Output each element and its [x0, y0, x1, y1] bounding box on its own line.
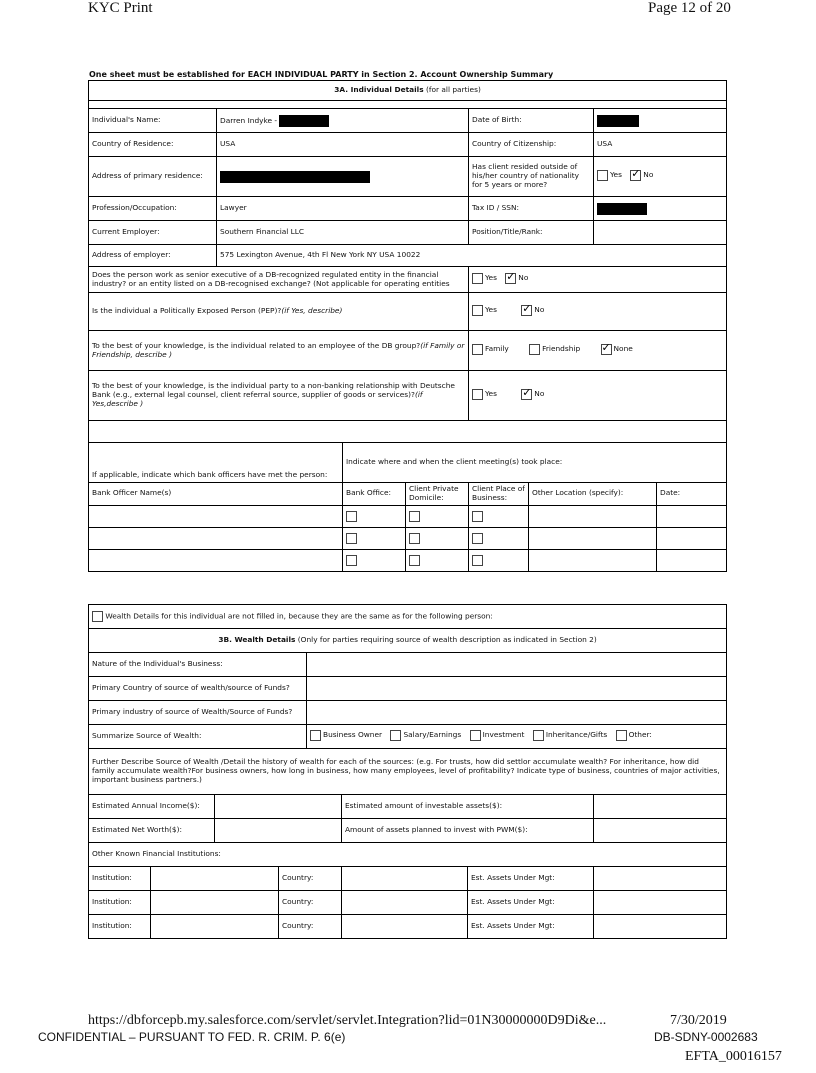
country-label: Country:: [279, 867, 342, 891]
checkbox-pep-no[interactable]: [521, 305, 532, 316]
taxid-value: [594, 197, 727, 221]
citizenship-value: USA: [594, 133, 727, 157]
income-label: Estimated Annual Income($):: [89, 795, 215, 819]
checkbox-same-as-person[interactable]: [92, 611, 103, 622]
dob-label: Date of Birth:: [469, 109, 594, 133]
footer-date: 7/30/2019: [670, 1013, 727, 1028]
checkbox-friendship[interactable]: [529, 344, 540, 355]
outside-answer: Yes ✓ No: [594, 157, 727, 197]
country-label: Country:: [279, 891, 342, 915]
same-as-row: Wealth Details for this individual are not filled in, because they are the same as for the following person:: [89, 605, 727, 629]
residence-label: Country of Residence:: [89, 133, 217, 157]
profession-value: Lawyer: [217, 197, 469, 221]
institution-label: Institution:: [89, 891, 151, 915]
checkbox-investment[interactable]: [470, 730, 481, 741]
checkbox-senior-no[interactable]: [505, 273, 516, 284]
employer-address-label: Address of employer:: [89, 245, 217, 267]
institution-label: Institution:: [89, 867, 151, 891]
institution-label: Institution:: [89, 915, 151, 939]
related-question: To the best of your knowledge, is the individual related to an employee of the DB group?(if Family or Friendship, describe ): [89, 331, 469, 371]
checkbox-private-domicile[interactable]: [409, 555, 420, 566]
checkbox-inheritance[interactable]: [533, 730, 544, 741]
position-value: [594, 221, 727, 245]
checkbox-private-domicile[interactable]: [409, 511, 420, 522]
outside-question: Has client resided outside of his/her country of nationality for 5 years or more?: [469, 157, 594, 197]
networth-value: [215, 819, 342, 843]
footer-efta: EFTA_00016157: [685, 1049, 782, 1064]
table-row: [89, 549, 727, 571]
checkbox-bank-office[interactable]: [346, 555, 357, 566]
country-source-value: [307, 677, 727, 701]
pep-answer: Yes ✓ No: [469, 293, 727, 331]
individual-details-table: [88, 80, 727, 572]
checkbox-place-of-business[interactable]: [472, 511, 483, 522]
checkbox-other[interactable]: [616, 730, 627, 741]
checkbox-salary[interactable]: [390, 730, 401, 741]
institution-row: [89, 915, 727, 939]
institution-row: [89, 891, 727, 915]
checkbox-senior-yes[interactable]: [472, 273, 483, 284]
employer-value: Southern Financial LLC: [217, 221, 469, 245]
checkbox-none[interactable]: [601, 344, 612, 355]
employer-address-value: 575 Lexington Avenue, 4th Fl New York NY USA 10022: [217, 245, 727, 267]
citizenship-label: Country of Citizenship:: [469, 133, 594, 157]
nature-label: Nature of the Individual's Business:: [89, 653, 307, 677]
wealth-details-table: [88, 604, 727, 939]
table-row: [89, 527, 727, 549]
redaction-box: [597, 203, 647, 215]
nonbank-answer: Yes ✓ No: [469, 371, 727, 421]
col-other-location: Other Location (specify):: [529, 483, 657, 506]
checkbox-bank-office[interactable]: [346, 533, 357, 544]
section-3a-title: 3A. Individual Details (for all parties): [89, 81, 727, 101]
redaction-box: [279, 115, 329, 127]
checkbox-place-of-business[interactable]: [472, 533, 483, 544]
checkbox-family[interactable]: [472, 344, 483, 355]
print-header-page: Page 12 of 20: [648, 0, 731, 16]
checkbox-bank-office[interactable]: [346, 511, 357, 522]
meeting-label: Indicate where and when the client meeting(s) took place:: [343, 443, 727, 483]
officers-label: If applicable, indicate which bank officers have met the person:: [89, 443, 343, 483]
other-fi-label: Other Known Financial Institutions:: [89, 843, 727, 867]
investable-label: Estimated amount of investable assets($):: [342, 795, 594, 819]
industry-source-value: [307, 701, 727, 725]
section-3b-title: 3B. Wealth Details (Only for parties requiring source of wealth description as indicated in Section 2): [89, 629, 727, 653]
checkbox-private-domicile[interactable]: [409, 533, 420, 544]
col-officer-name: Bank Officer Name(s): [89, 483, 343, 506]
describe-source-text: Further Describe Source of Wealth /Detail the history of wealth for each of the sources: (e.g. For trusts, how did settlor accumulate wealth? For inheritance, how did family accumulate wealth?For business owners, how long in business, how many employees, level of profitability? Indicate type of business, countries of major activities, important business partners.): [89, 749, 727, 795]
aum-label: Est. Assets Under Mgt:: [468, 867, 594, 891]
footer-bates: DB-SDNY-0002683: [654, 1030, 758, 1044]
checkbox-nonbank-no[interactable]: [521, 389, 532, 400]
country-label: Country:: [279, 915, 342, 939]
summarize-options: Business Owner Salary/Earnings Investment Inheritance/Gifts Other:: [307, 725, 727, 749]
print-header-title: KYC Print: [88, 0, 153, 16]
senior-exec-question: Does the person work as senior executive of a DB-recognized regulated entity in the financial industry? or an entity listed on a DB-recognised exchange? (Not applicable for operating entities: [89, 267, 469, 293]
position-label: Position/Title/Rank:: [469, 221, 594, 245]
col-bank-office: Bank Office:: [343, 483, 406, 506]
sheet-note: One sheet must be established for EACH INDIVIDUAL PARTY in Section 2. Account Ownership Summary: [89, 70, 554, 79]
networth-label: Estimated Net Worth($):: [89, 819, 215, 843]
checkbox-business-owner[interactable]: [310, 730, 321, 741]
residence-value: USA: [217, 133, 469, 157]
pwm-value: [594, 819, 727, 843]
table-row: [89, 505, 727, 527]
income-value: [215, 795, 342, 819]
checkbox-outside-yes[interactable]: [597, 170, 608, 181]
footer-url: https://dbforcepb.my.salesforce.com/servlet/servlet.Integration?lid=01N30000000D9Di&e...: [88, 1013, 607, 1028]
aum-label: Est. Assets Under Mgt:: [468, 915, 594, 939]
profession-label: Profession/Occupation:: [89, 197, 217, 221]
redaction-box: [597, 115, 639, 127]
col-private-domicile: Client Private Domicile:: [406, 483, 469, 506]
senior-exec-answer: Yes ✓ No: [469, 267, 727, 293]
checkbox-place-of-business[interactable]: [472, 555, 483, 566]
name-label: Individual's Name:: [89, 109, 217, 133]
country-source-label: Primary Country of source of wealth/source of Funds?: [89, 677, 307, 701]
col-date: Date:: [657, 483, 727, 506]
aum-label: Est. Assets Under Mgt:: [468, 891, 594, 915]
pwm-label: Amount of assets planned to invest with PWM($):: [342, 819, 594, 843]
footer-confidential: CONFIDENTIAL – PURSUANT TO FED. R. CRIM. P. 6(e): [38, 1030, 346, 1044]
related-answer: Family Friendship ✓ None: [469, 331, 727, 371]
industry-source-label: Primary industry of source of Wealth/Source of Funds?: [89, 701, 307, 725]
nature-value: [307, 653, 727, 677]
institution-row: [89, 867, 727, 891]
employer-label: Current Employer:: [89, 221, 217, 245]
dob-value: [594, 109, 727, 133]
address-label: Address of primary residence:: [89, 157, 217, 197]
checkbox-nonbank-yes[interactable]: [472, 389, 483, 400]
redaction-box: [220, 171, 370, 183]
col-place-of-business: Client Place of Business:: [469, 483, 529, 506]
checkbox-pep-yes[interactable]: [472, 305, 483, 316]
checkbox-outside-no[interactable]: [630, 170, 641, 181]
address-value: [217, 157, 469, 197]
name-value: Darren Indyke -: [217, 109, 469, 133]
investable-value: [594, 795, 727, 819]
pep-question: Is the individual a Politically Exposed Person (PEP)?(if Yes, describe): [89, 293, 469, 331]
taxid-label: Tax ID / SSN:: [469, 197, 594, 221]
summarize-label: Summarize Source of Wealth:: [89, 725, 307, 749]
nonbank-question: To the best of your knowledge, is the individual party to a non-banking relationship with Deutsche Bank (e.g., external legal counsel, client referral source, supplier of goods or services)?(if Yes,describe ): [89, 371, 469, 421]
